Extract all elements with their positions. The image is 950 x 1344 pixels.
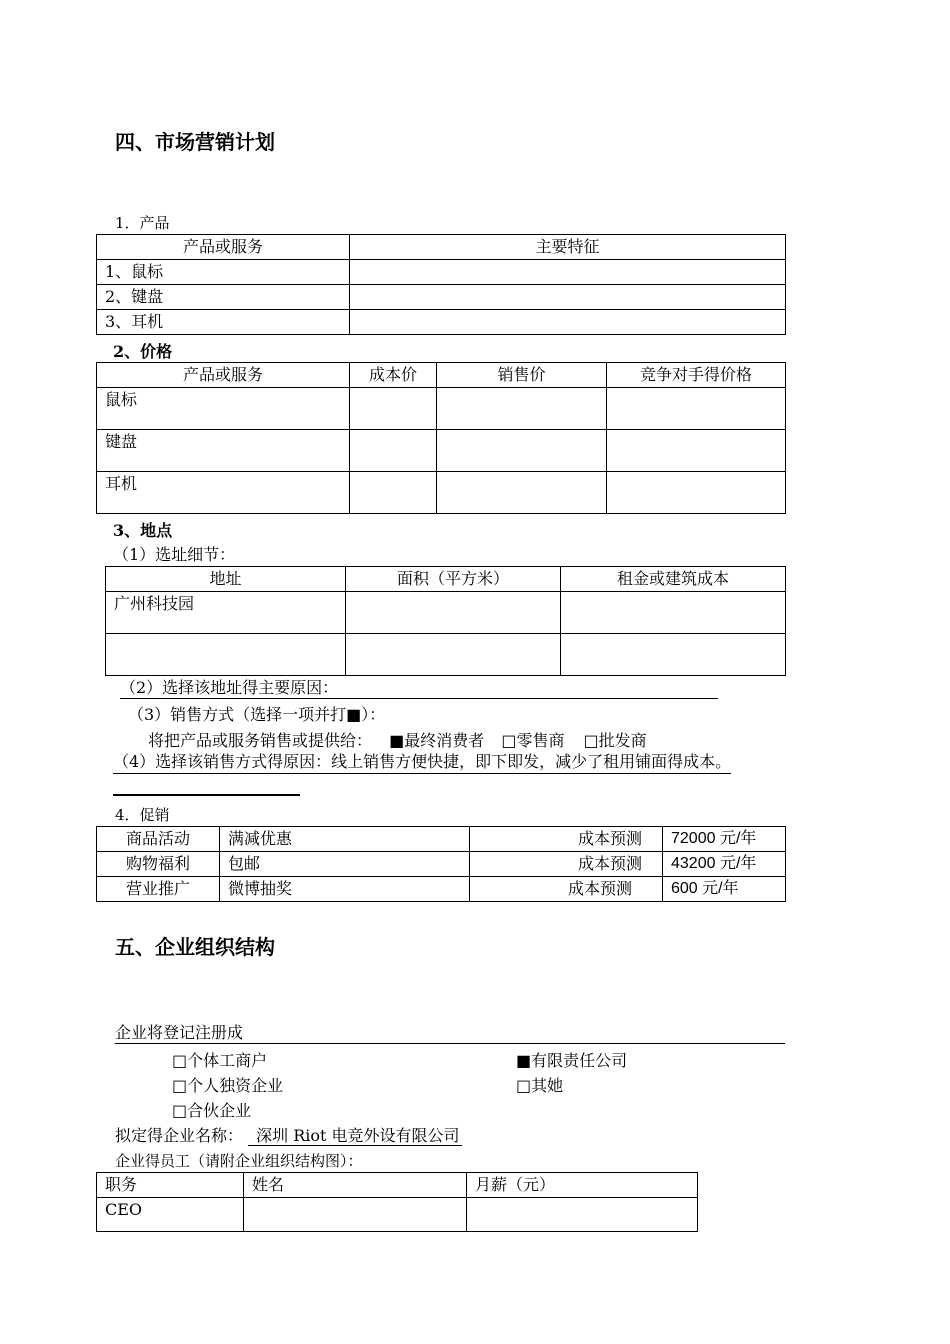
table-cell	[346, 592, 561, 634]
option-individual-business[interactable]: □个体工商户	[172, 1051, 268, 1070]
table-cell	[350, 388, 437, 430]
section-title-marketing: 四、市场营销计划	[115, 130, 275, 154]
register-line	[115, 1023, 785, 1044]
table-header: 地址	[106, 567, 346, 592]
table-cell: 满减优惠	[220, 827, 470, 852]
table-cell	[437, 430, 607, 472]
table-cell: 耳机	[97, 472, 350, 514]
table-cell	[346, 634, 561, 676]
table-cell	[467, 1198, 698, 1232]
option-retailer[interactable]: □零售商	[501, 731, 565, 750]
divider-line	[113, 794, 300, 796]
table-row	[106, 592, 786, 634]
table-cell	[561, 592, 786, 634]
table-cell	[106, 634, 346, 676]
table-row	[97, 1198, 698, 1232]
sales-reason: （4）选择该销售方式得原因：线上销售方便快捷，即下即发，减少了租用铺面得成本。	[113, 751, 731, 774]
table-row	[97, 472, 786, 514]
table-cell	[244, 1198, 467, 1232]
table-header: 产品或服务	[97, 363, 350, 388]
table-row	[97, 827, 786, 852]
option-final-consumer[interactable]: ■最终消费者	[389, 731, 485, 750]
company-name-label: 拟定得企业名称：	[115, 1126, 244, 1145]
table-cell: CEO	[97, 1198, 244, 1232]
site-reason-label: （2）选择该地址得主要原因：	[120, 678, 339, 697]
table-cell	[350, 285, 786, 310]
company-name-value: 深圳 Riot 电竞外设有限公司	[248, 1126, 461, 1146]
product-table	[96, 234, 786, 335]
table-cell: 营业推广	[97, 877, 220, 902]
place-table	[105, 566, 786, 676]
option-partnership[interactable]: □合伙企业	[172, 1101, 252, 1120]
table-cell	[607, 388, 786, 430]
table-cell	[607, 430, 786, 472]
table-cell: 43200 元/年	[663, 852, 786, 877]
table-cell	[350, 472, 437, 514]
option-sole-proprietorship[interactable]: □个人独资企业	[172, 1076, 284, 1095]
table-row	[97, 388, 786, 430]
table-header: 销售价	[437, 363, 607, 388]
table-cell: 购物福利	[97, 852, 220, 877]
table-cell: 广州科技园	[106, 592, 346, 634]
option-limited-company[interactable]: ■有限责任公司	[516, 1051, 628, 1070]
table-row	[97, 285, 786, 310]
option-other[interactable]: □其她	[516, 1076, 564, 1095]
sell-to-label: 将把产品或服务销售或提供给：	[148, 731, 373, 750]
table-header: 姓名	[244, 1173, 467, 1198]
table-cell: 包邮	[220, 852, 470, 877]
table-row	[97, 363, 786, 388]
sell-to-row	[148, 728, 647, 751]
table-cell: 72000 元/年	[663, 827, 786, 852]
table-row	[97, 852, 786, 877]
staff-table	[96, 1172, 698, 1232]
table-header: 主要特征	[350, 235, 786, 260]
table-row	[97, 235, 786, 260]
table-header: 职务	[97, 1173, 244, 1198]
table-cell: 3、耳机	[97, 310, 350, 335]
table-row	[106, 567, 786, 592]
table-cell: 成本预测	[470, 852, 663, 877]
table-cell: 微博抽奖	[220, 877, 470, 902]
table-row	[97, 260, 786, 285]
table-cell: 成本预测	[470, 877, 663, 902]
table-header: 产品或服务	[97, 235, 350, 260]
table-header: 租金或建筑成本	[561, 567, 786, 592]
table-cell: 商品活动	[97, 827, 220, 852]
promo-label: 4．促销	[115, 806, 170, 824]
site-reason-line	[120, 678, 718, 699]
table-cell: 600 元/年	[663, 877, 786, 902]
site-details-label: （1）选址细节：	[113, 545, 236, 564]
place-label: 3、地点	[113, 521, 173, 540]
table-row	[97, 430, 786, 472]
table-cell	[350, 430, 437, 472]
table-cell	[561, 634, 786, 676]
company-name-row	[115, 1123, 462, 1146]
section-title-organization: 五、企业组织结构	[115, 935, 275, 959]
table-header: 成本价	[350, 363, 437, 388]
table-header: 月薪（元）	[467, 1173, 698, 1198]
price-label: 2、价格	[113, 342, 173, 361]
table-cell	[350, 310, 786, 335]
table-cell: 键盘	[97, 430, 350, 472]
table-cell	[607, 472, 786, 514]
promo-table	[96, 826, 786, 902]
register-label: 企业将登记注册成	[115, 1023, 244, 1042]
table-cell: 1、鼠标	[97, 260, 350, 285]
table-row	[97, 877, 786, 902]
table-cell	[437, 388, 607, 430]
staff-label: 企业得员工（请附企业组织结构图）：	[115, 1152, 363, 1170]
sales-method-label: （3）销售方式（选择一项并打■）：	[128, 705, 386, 724]
table-cell: 鼠标	[97, 388, 350, 430]
table-header: 面积（平方米）	[346, 567, 561, 592]
price-table	[96, 362, 786, 514]
table-row	[106, 634, 786, 676]
table-row	[97, 1173, 698, 1198]
product-label: 1．产品	[115, 214, 170, 232]
table-cell	[437, 472, 607, 514]
table-header: 竞争对手得价格	[607, 363, 786, 388]
option-wholesaler[interactable]: □批发商	[583, 731, 647, 750]
table-cell	[350, 260, 786, 285]
table-cell: 成本预测	[470, 827, 663, 852]
table-row	[97, 310, 786, 335]
table-cell: 2、键盘	[97, 285, 350, 310]
